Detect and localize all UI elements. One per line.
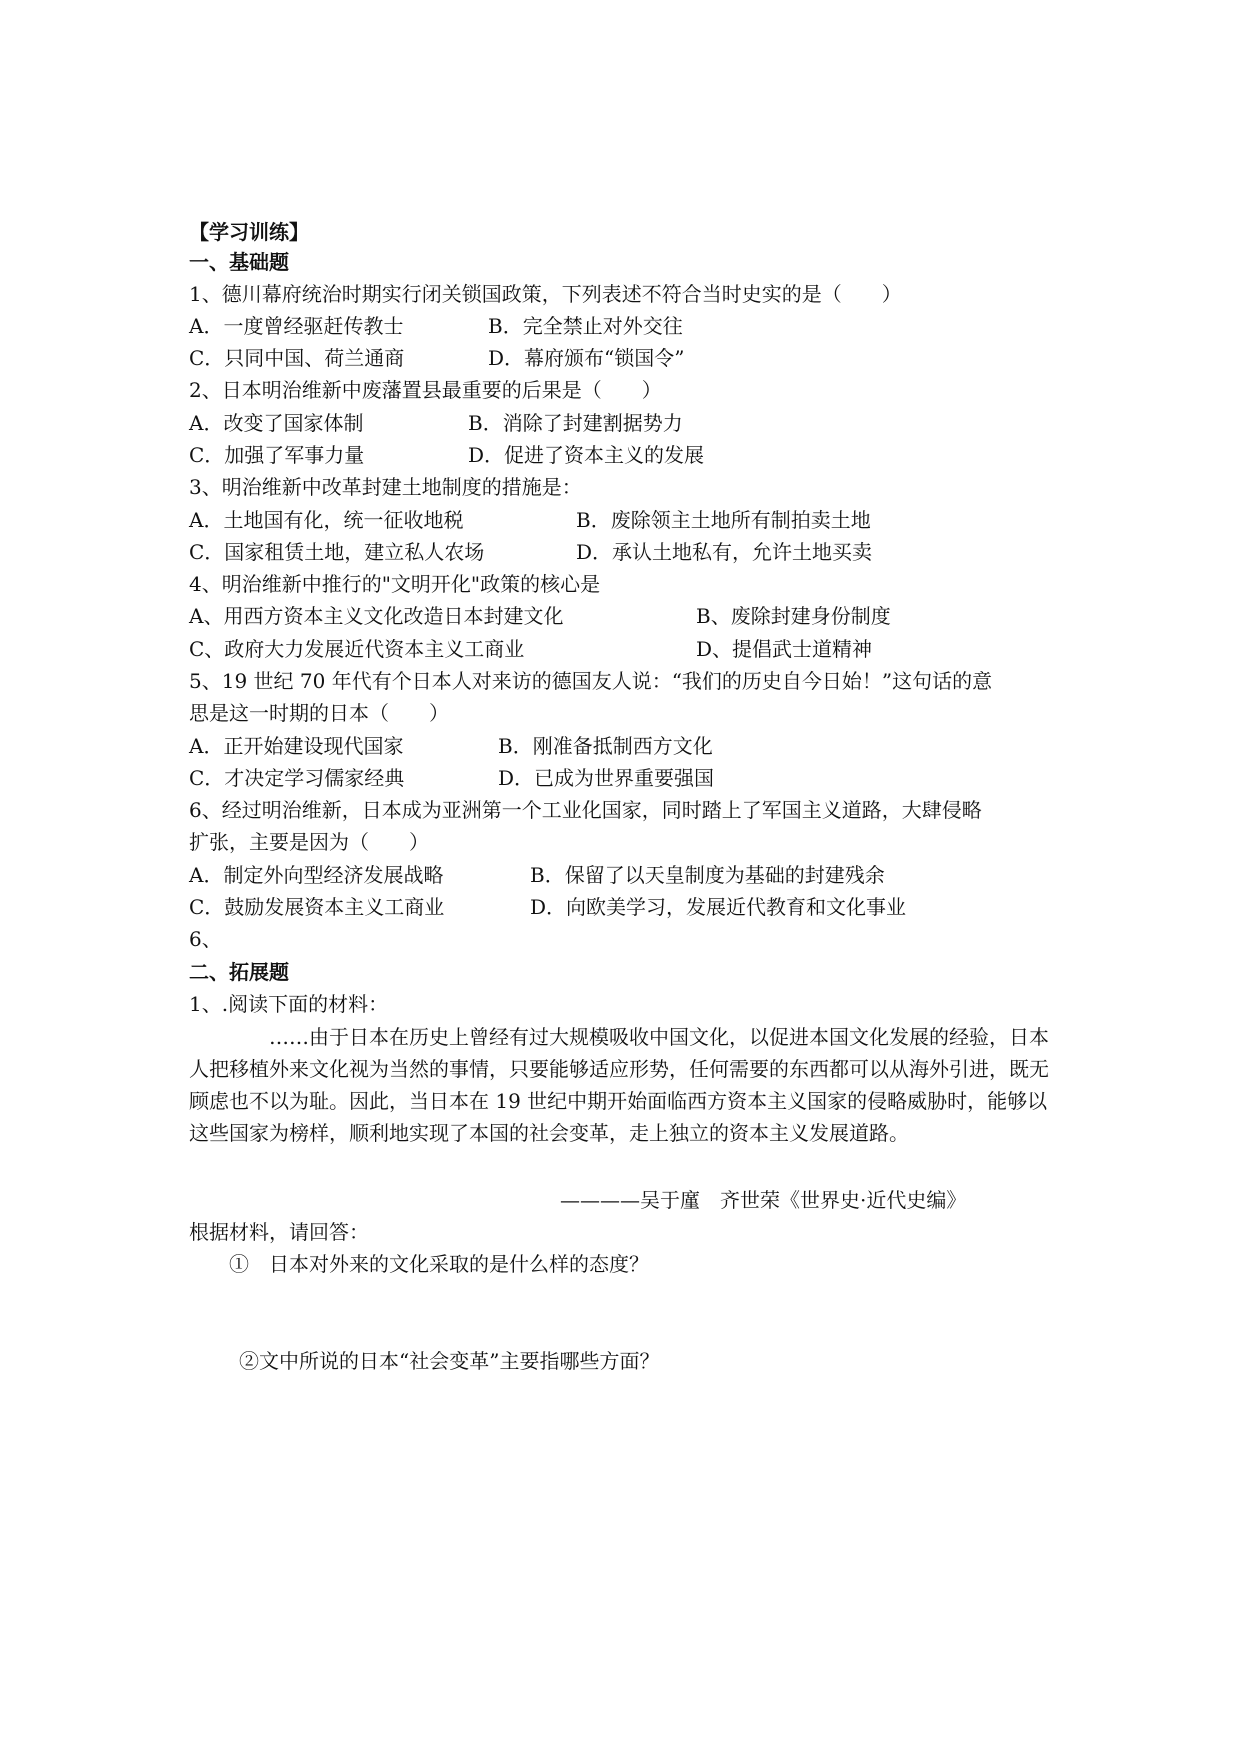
q4-option-d: D、提倡武士道精神 bbox=[696, 637, 873, 661]
q1-option-a: A．一度曾经驱赶传教士 bbox=[189, 314, 404, 338]
q3-stem: 3、明治维新中改革封建土地制度的措施是： bbox=[189, 475, 582, 499]
q4-option-b: B、废除封建身份制度 bbox=[696, 604, 891, 628]
q6-stem-line2: 扩张，主要是因为（ ） bbox=[189, 830, 429, 854]
q2-option-b: B．消除了封建割据势力 bbox=[468, 411, 683, 435]
reading-passage: ……由于日本在历史上曾经有过大规模吸收中国文化，以促进本国文化发展的经验，日本人把移植外来文化视为当然的事情，只要能够适应形势，任何需要的东西都可以从海外引进，既无顾虑也不以为耻。因此，当日本在 19 世纪中期开始面临西方资本主义国家的侵略威胁时，能够以这些国家为榜样，顺利地实现了本国的社会变革，走上独立的资本主义发展道路。 bbox=[189, 1025, 1049, 1145]
q2-option-d: D．促进了资本主义的发展 bbox=[468, 443, 705, 467]
q4-option-a: A、用西方资本主义文化改造日本封建文化 bbox=[189, 604, 564, 628]
q2-option-a: A．改变了国家体制 bbox=[189, 411, 364, 435]
section-basic-title: 一、基础题 bbox=[189, 250, 289, 274]
answer-prompt: 根据材料，请回答： bbox=[189, 1220, 369, 1244]
q1-option-b: B．完全禁止对外交往 bbox=[488, 314, 683, 338]
q1-option-d: D．幕府颁布“锁国令” bbox=[488, 346, 685, 370]
q5-option-a: A．正开始建设现代国家 bbox=[189, 734, 404, 758]
q6-option-d: D．向欧美学习，发展近代教育和文化事业 bbox=[530, 895, 907, 919]
q3-option-a: A．土地国有化，统一征收地税 bbox=[189, 508, 464, 532]
q1-stem: 1、德川幕府统治时期实行闭关锁国政策，下列表述不符合当时史实的是（ ） bbox=[189, 282, 902, 306]
q5-option-b: B．刚准备抵制西方文化 bbox=[498, 734, 713, 758]
q2-stem: 2、日本明治维新中废藩置县最重要的后果是（ ） bbox=[189, 378, 662, 402]
q4-stem: 4、明治维新中推行的"文明开化"政策的核心是 bbox=[189, 572, 601, 596]
q5-option-d: D．已成为世界重要强国 bbox=[498, 766, 715, 790]
q3-option-d: D．承认土地私有，允许土地买卖 bbox=[576, 540, 873, 564]
q6-option-b: B．保留了以天皇制度为基础的封建残余 bbox=[530, 863, 885, 887]
q4-option-c: C、政府大力发展近代资本主义工商业 bbox=[189, 637, 525, 661]
passage-source: ————吴于廑 齐世荣《世界史·近代史编》 bbox=[560, 1188, 967, 1212]
extension-intro: 1、.阅读下面的材料： bbox=[189, 992, 389, 1016]
q6-stem-line1: 6、经过明治维新，日本成为亚洲第一个工业化国家，同时踏上了军国主义道路，大肆侵略 bbox=[189, 798, 982, 822]
sub-question-1: ① 日本对外来的文化采取的是什么样的态度？ bbox=[229, 1252, 649, 1276]
q6-option-c: C．鼓励发展资本主义工商业 bbox=[189, 895, 445, 919]
q3-option-b: B．废除领主土地所有制拍卖土地 bbox=[576, 508, 871, 532]
q6-option-a: A．制定外向型经济发展战略 bbox=[189, 863, 444, 887]
q2-option-c: C．加强了军事力量 bbox=[189, 443, 365, 467]
q3-option-c: C．国家租赁土地，建立私人农场 bbox=[189, 540, 485, 564]
header-title: 【学习训练】 bbox=[189, 220, 309, 244]
q5-stem-line1: 5、19 世纪 70 年代有个日本人对来访的德国友人说：“我们的历史自今日始！”这句话的意 bbox=[189, 669, 993, 693]
question-stub: 6、 bbox=[189, 927, 222, 951]
sub-question-2: ②文中所说的日本“社会变革”主要指哪些方面？ bbox=[239, 1349, 660, 1373]
q5-option-c: C．才决定学习儒家经典 bbox=[189, 766, 405, 790]
section-extension-title: 二、拓展题 bbox=[189, 960, 289, 984]
q5-stem-line2: 思是这一时期的日本（ ） bbox=[189, 701, 449, 725]
q1-option-c: C．只同中国、荷兰通商 bbox=[189, 346, 405, 370]
